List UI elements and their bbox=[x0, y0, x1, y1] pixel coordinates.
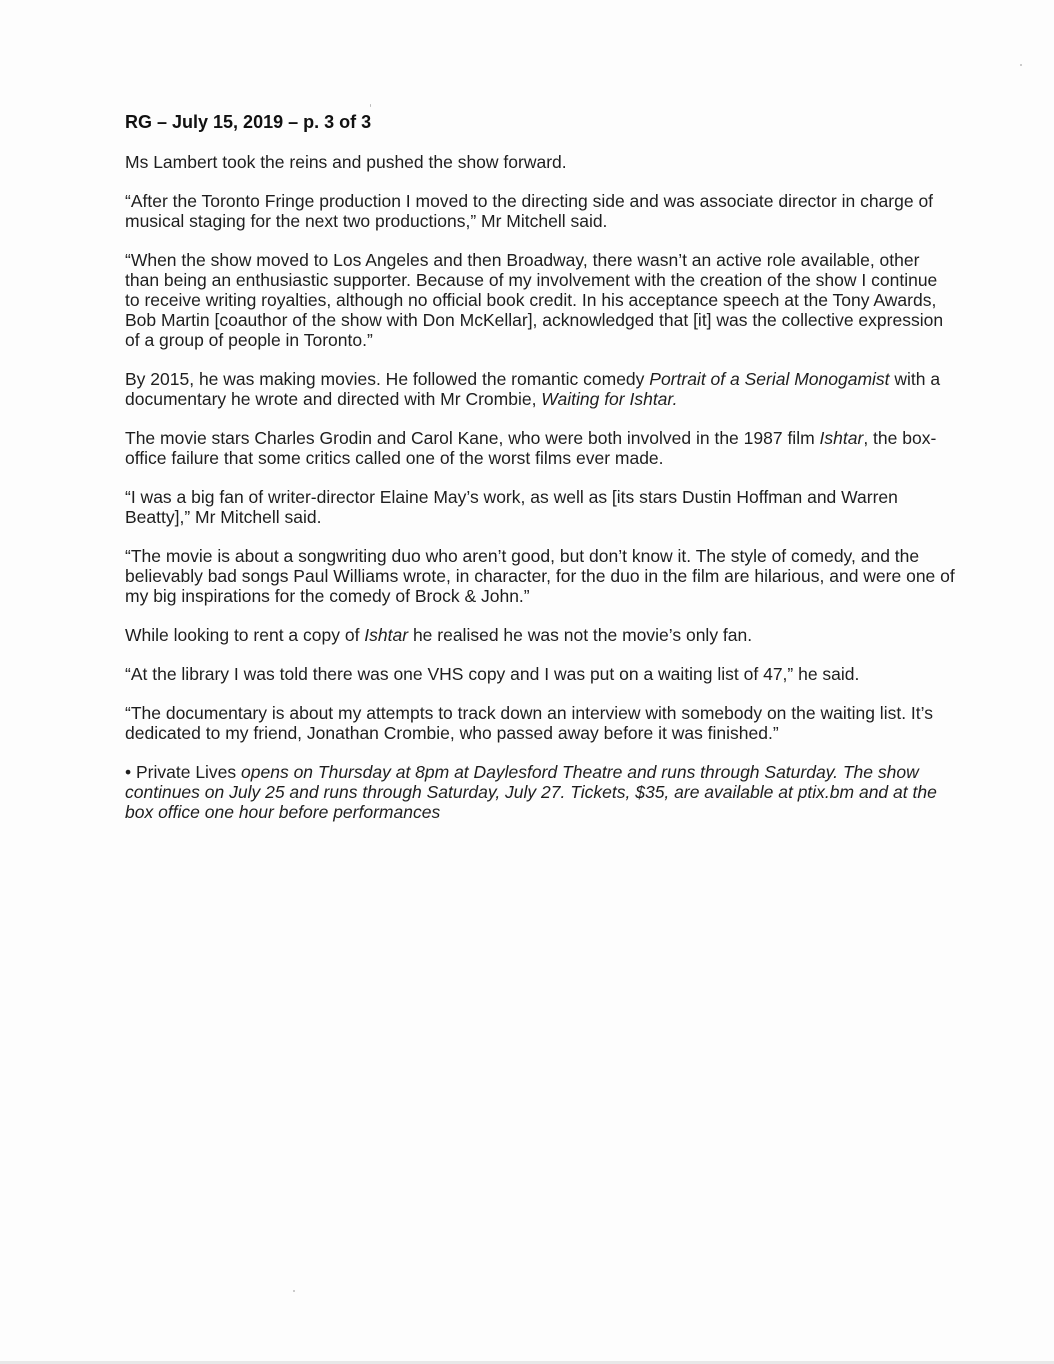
paragraph-1: Ms Lambert took the reins and pushed the show forward. bbox=[125, 152, 567, 172]
scan-speck bbox=[1020, 64, 1022, 66]
event-info-note bbox=[125, 762, 955, 822]
paragraph-4-text-a: By 2015, he was making movies. He followed the romantic comedy bbox=[125, 369, 650, 389]
paragraph-3: “When the show moved to Los Angeles and then Broadway, there wasn’t an active role available, other than being an enthusiastic supporter. Because of my involvement with the creation of the show I continue to receive writing royalties, although no official book credit. In his acceptance speech at the Tony Awards, Bob Martin [coauthor of the show with Don McKellar], acknowledged that [it] was the collective expression of a group of people in Toronto.” bbox=[125, 250, 944, 350]
paragraph-8 bbox=[125, 625, 955, 645]
event-title: • Private Lives bbox=[125, 762, 237, 782]
paragraph-10: “The documentary is about my attempts to track down an interview with somebody on the waiting list. It’s dedicated to my friend, Jonathan Crombie, who passed away before it was finished.” bbox=[125, 703, 933, 743]
paragraph-2: “After the Toronto Fringe production I moved to the directing side and was associate director in charge of musical staging for the next two productions,” Mr Mitchell said. bbox=[125, 191, 934, 231]
event-details: opens on Thursday at 8pm at Daylesford Theatre and runs through Saturday. The show continues on July 25 and runs through Saturday, July 27. Tickets, $35, are available at ptix.bm and at the box office one hour before performances bbox=[125, 762, 937, 822]
paragraph-5-text-c: , the box-office failure that some critics called one of the worst films ever made. bbox=[125, 428, 937, 468]
page-header: RG – July 15, 2019 – p. 3 of 3 bbox=[125, 112, 372, 132]
paragraph-5 bbox=[125, 428, 955, 468]
paragraph-6: “I was a big fan of writer-director Elaine May’s work, as well as [its stars Dustin Hoffman and Warren Beatty],” Mr Mitchell said. bbox=[125, 487, 898, 527]
paragraph-4 bbox=[125, 369, 955, 409]
scan-speck bbox=[293, 1290, 295, 1292]
paragraph-7: “The movie is about a songwriting duo who aren’t good, but don’t know it. The style of comedy, and the believably bad songs Paul Williams wrote, in character, for the duo in the film are hilarious, and were one of my big inspirations for the comedy of Brock & John.” bbox=[125, 546, 955, 606]
document-body bbox=[125, 112, 955, 841]
paragraph-9: “At the library I was told there was one VHS copy and I was put on a waiting list of 47,” he said. bbox=[125, 664, 860, 684]
paragraph-4-text-c: with a documentary he wrote and directed with Mr Crombie, bbox=[125, 369, 941, 409]
film-title-waiting-for-ishtar: Waiting for Ishtar. bbox=[541, 389, 678, 409]
film-title-portrait: Portrait of a Serial Monogamist bbox=[649, 369, 890, 389]
scan-speck bbox=[370, 104, 371, 107]
paragraph-8-text-c: he realised he was not the movie’s only fan. bbox=[408, 625, 753, 645]
film-title-ishtar-2: Ishtar bbox=[364, 625, 409, 645]
paragraph-8-text-a: While looking to rent a copy of bbox=[125, 625, 365, 645]
film-title-ishtar: Ishtar bbox=[819, 428, 864, 448]
paragraph-5-text-a: The movie stars Charles Grodin and Carol Kane, who were both involved in the 1987 film bbox=[125, 428, 820, 448]
